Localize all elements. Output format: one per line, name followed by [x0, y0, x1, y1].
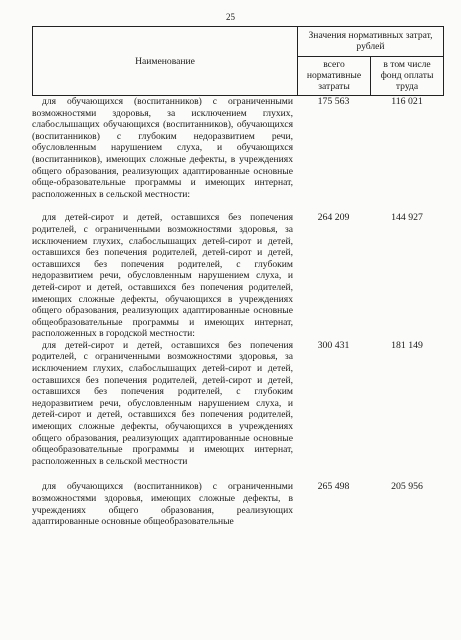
normative-costs-table	[32, 26, 444, 528]
row-description: для обучающихся (воспитанников) с ограниченными возможностями здоровья, имеющих сложные дефекты, в учреждениях общего образования, реализующих адаптированные основные общеобразовательные	[32, 481, 293, 528]
header-total-column: всего нормативные затраты	[297, 57, 370, 95]
row-wage-value: 116 021	[391, 96, 423, 107]
header-name-column: Наименование	[32, 27, 297, 95]
page-number: 25	[226, 12, 235, 22]
row-description: для детей-сирот и детей, оставшихся без попечения родителей, с ограниченными возможностями здоровья, за исключением глухих, слабослышащих детей-сирот и детей, оставшихся без попечения родителей, детей-сирот и детей, оставшихся без попечения родителей, с глубоким недоразвитием речи, обусловленным нарушением слуха, и детей-сирот и детей, оставшихся без попечения родителей, имеющих сложные дефекты, обучающихся в учреждениях общего образования, реализующих адаптированные основные общеобразовательные программы и имеющих интернат, расположенных в сельской местности	[32, 339, 293, 467]
row-total-value: 265 498	[317, 481, 350, 493]
row-wage-value: 144 927	[391, 212, 423, 224]
table-header	[32, 26, 444, 96]
table-row	[32, 481, 444, 527]
row-total-value: 264 209	[317, 212, 350, 224]
row-total-value: 300 431	[317, 339, 350, 351]
row-total-value: 175 563	[317, 96, 350, 107]
table-row	[32, 96, 444, 200]
header-values-group: Значения нормативных затрат, рублей	[297, 27, 444, 57]
table-body	[32, 96, 444, 528]
row-description: для детей-сирот и детей, оставшихся без попечения родителей, с ограниченными возможностями здоровья, за исключением глухих, слабослышащих детей-сирот и детей, оставшихся без попечения родителей, детей-сирот и детей, оставшихся без попечения родителей, с глубоким недоразвитием речи, обусловленным нарушением слуха, и детей-сирот и детей, оставшихся без попечения родителей, имеющих сложные дефекты, обучающихся в учреждениях общего образования, реализующих адаптированные основные общеобразовательные программы и имеющих интернат, расположенных в городской местности:	[32, 212, 293, 340]
table-row	[32, 340, 444, 468]
row-description: для обучающихся (воспитанников) с ограниченными возможностями здоровья, за исключением глухих, слабослышащих обучающихся (воспитанников), обучающихся (воспитанников) с глубоким недоразвитием речи, обусловленным нарушением слуха, и обучающихся (воспитанников), имеющих сложные дефекты, в учреждениях общего образования, реализующих адаптированные основные обще-образовательные программы и имеющих интернат, расположенных в сельской местности:	[32, 96, 293, 200]
row-wage-value: 205 956	[391, 481, 423, 493]
header-wage-column: в том числе фонд оплаты труда	[370, 57, 444, 95]
table-row	[32, 212, 444, 340]
row-wage-value: 181 149	[391, 339, 423, 351]
